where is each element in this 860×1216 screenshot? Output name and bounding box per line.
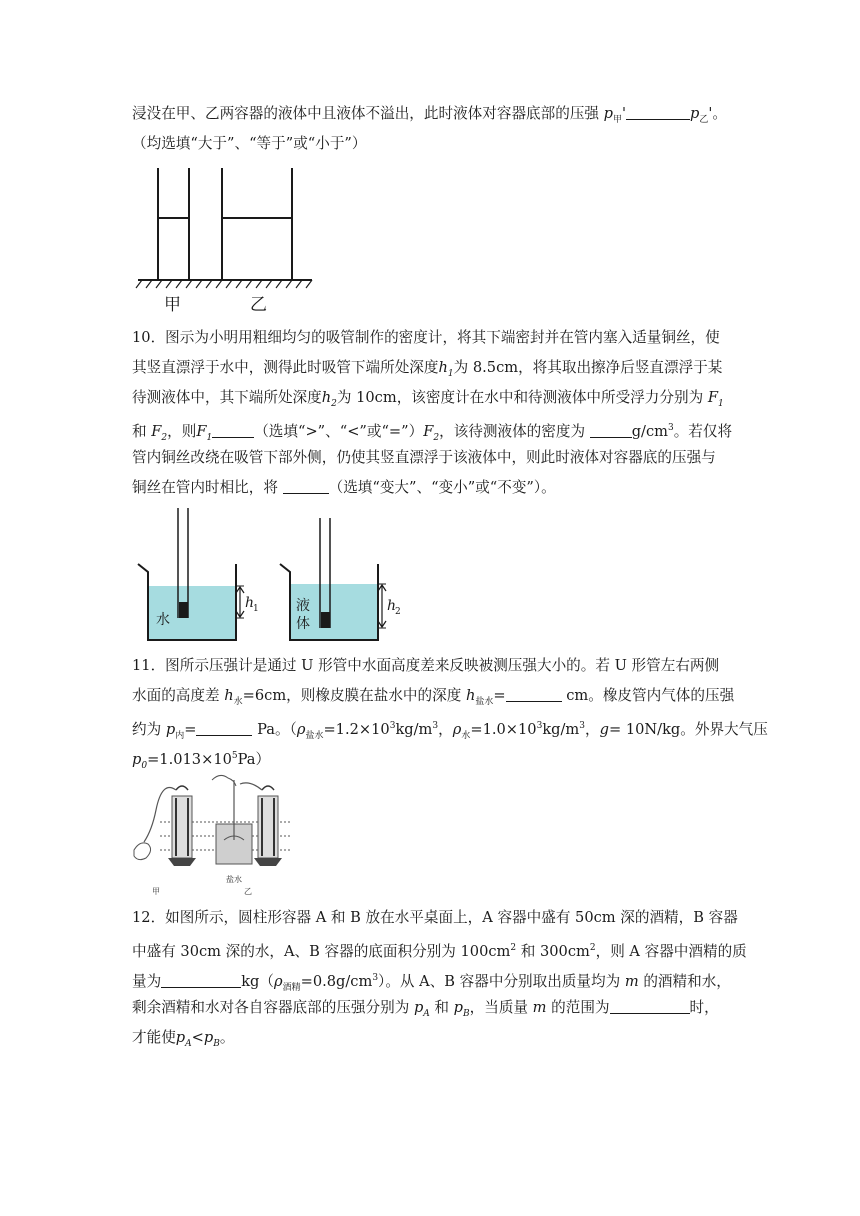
label-yi: 乙 [250, 295, 267, 315]
q10-line-1: 10．图示为小明用粗细均匀的吸管制作的密度计，将其下端密封并在管内塞入适量铜丝，使 [132, 329, 720, 346]
q10-line-6: 铜丝在管内时相比，将 （选填“变大”、“变小”或“不变”）。 [132, 479, 556, 496]
label-yi: 乙 [244, 887, 252, 896]
answer-blank[interactable] [283, 479, 329, 494]
answer-blank[interactable] [626, 105, 690, 120]
label-jia: 甲 [164, 295, 181, 315]
svg-text:2: 2 [395, 607, 401, 617]
svg-text:h: h [387, 598, 397, 614]
answer-blank[interactable] [212, 423, 254, 438]
q11-line-1: 11．图所示压强计是通过 U 形管中水面高度差来反映被测压强大小的。若 U 形管左右两侧 [132, 657, 720, 674]
q9-line-1: 浸没在甲、乙两容器的液体中且液体不溢出，此时液体对容器底部的压强 $p_甲'$ $p_乙'$。 [132, 105, 728, 125]
q11-line-2: 水面的高度差 $h_水=6cm$，则橡皮膜在盐水中的深度 $h_{盐水}=$ cm。橡皮管内气体的压强 [132, 687, 735, 707]
label-water: 水 [156, 612, 170, 628]
q11-line-3: 约为 $p_内= Pa$。（$\rho_{盐水}=1.2\times 10^3kg/m^3$，$\rho_水=1.0\times 10^3kg/m^3$，g= 10N/kg。外界大气压 [132, 720, 768, 741]
answer-blank[interactable] [161, 973, 241, 988]
q12-line-2: 中盛有 30cm 深的水，A、B 容器的底面积分别为 $100cm^2$ 和 $300cm^2$，则 A 容器中酒精的质 [132, 942, 747, 960]
q10-line-2: 其竖直漂浮于水中，测得此时吸管下端所处深度$h_1$为 8.5cm，将其取出擦净后竖直漂浮于某 [132, 359, 723, 379]
q10-line-3: 待测液体中，其下端所处深度$h_2$为 10cm，该密度计在水中和待测液体中所受浮力分别为 $F_1$ [132, 389, 724, 409]
svg-text:h: h [245, 595, 255, 611]
answer-blank[interactable] [506, 687, 562, 702]
q9-containers-figure [132, 162, 322, 316]
copper-wire [179, 602, 188, 618]
q12-line-1: 12．如图所示，圆柱形容器 A 和 B 放在水平桌面上，A 容器中盛有 50cm 深的酒精，B 容器 [132, 909, 738, 926]
answer-blank[interactable] [610, 999, 690, 1014]
q12-line-3: 量为 $kg(\rho_{酒精}=0.8g/cm^3)$。从 A、B 容器中分别取出质量均为 m 的酒精和水， [132, 972, 731, 993]
svg-text:体: 体 [296, 616, 310, 632]
label-salt-water: 盐水 [226, 875, 242, 884]
copper-wire [321, 612, 330, 628]
q10-beakers-figure [132, 506, 412, 646]
q9-line-2: （均选填“大于”、“等于”或“小于”） [132, 135, 367, 152]
svg-text:1: 1 [253, 604, 259, 614]
label-liquid: 液 [296, 598, 310, 614]
q11-line-4: $p_0=1.013\times 10^5Pa$） [132, 750, 271, 771]
q12-line-5: 才能使$p_A<p_B$。 [132, 1029, 235, 1049]
answer-blank[interactable] [196, 721, 252, 736]
q10-line-4: 和 $F_2$，则$F_1$ （选填“>”、“<”或“$=”)F_2$，该待测液体的密度为 $g/cm^3$。若仅将 [132, 422, 733, 443]
q12-line-4: 剩余酒精和水对各自容器底部的压强分别为 $p_A$ 和 $p_B$，当质量 m 的范围为 时， [132, 999, 719, 1019]
q11-pressure-gauge-figure [132, 770, 302, 900]
label-jia: 甲 [152, 887, 160, 896]
q10-line-5: 管内铜丝改绕在吸管下部外侧，仍使其竖直漂浮于该液体中，则此时液体对容器底的压强与 [132, 449, 716, 466]
answer-blank[interactable] [590, 423, 632, 438]
